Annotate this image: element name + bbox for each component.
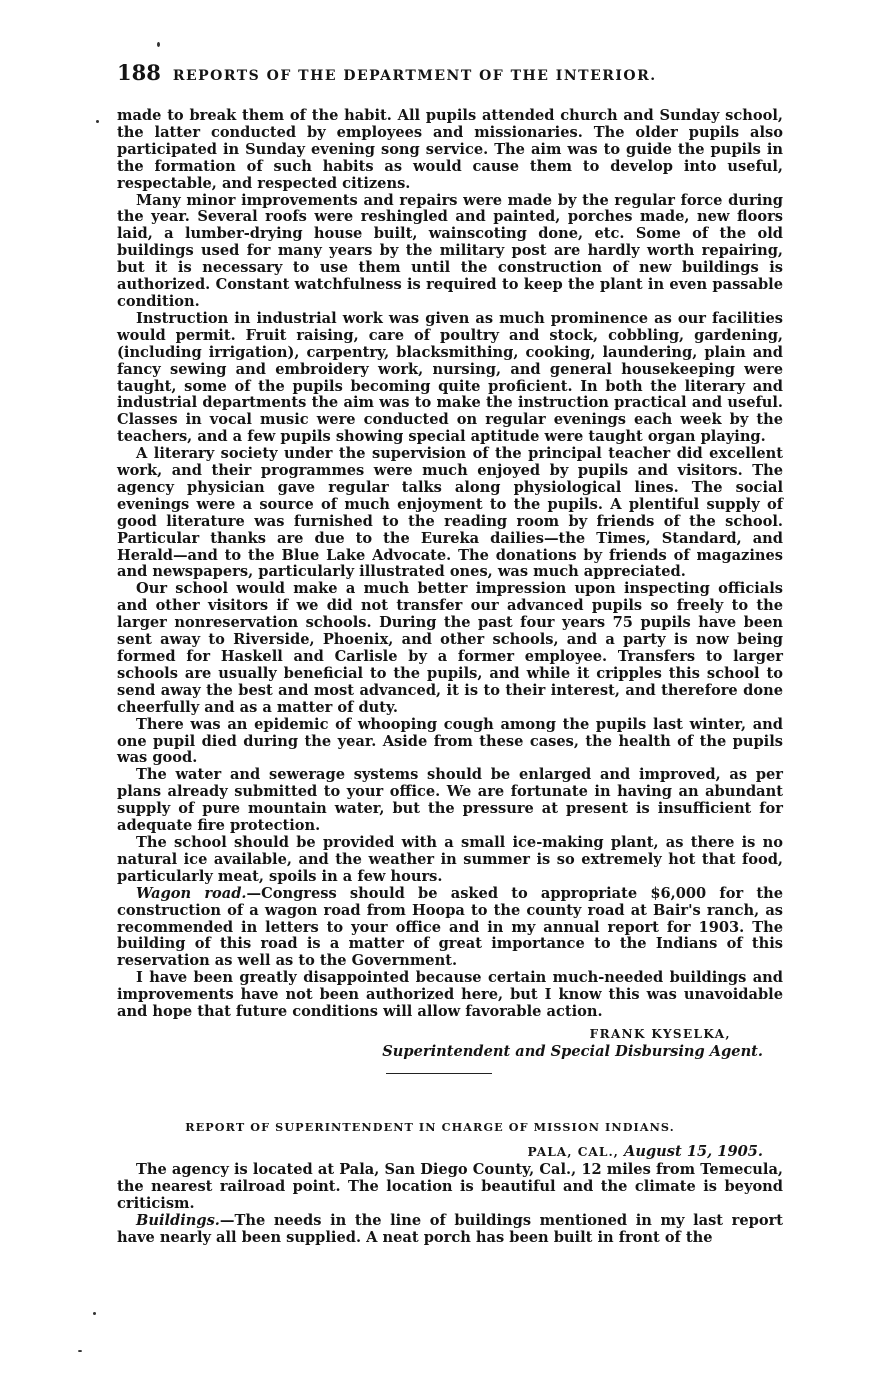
paragraph-improvements: Many minor improvements and repairs were made by the regular force during the year. Several roofs were reshingled and painted, porches made, new floors laid, a lumber-drying house built, wainscoting done, etc. Some of the old buildings used for many years by the military post are hardly worth repairing, but it is necessary to use them until the construction of new buildings is authorized. Constant watchfulness is required to keep the plant in even passable condition. <box>117 191 783 310</box>
paragraph-habits: made to break them of the habit. All pupils attended church and Sunday school, the latter conducted by employees and missionaries. The older pupils also participated in Sunday evening song service. The aim was to guide the pupils in the formation of such habits as would cause them to develop into useful, respectable, and respected citizens. <box>117 107 783 192</box>
page-number: 188 <box>117 60 161 85</box>
document-page <box>117 60 783 1246</box>
report-body <box>117 108 783 1021</box>
wagon-road-lead: Wagon road. <box>136 884 247 902</box>
wagon-road-text: —Congress should be asked to appropriate $6,000 for the construction of a wagon road from Hoopa to the county road at Bair's ranch, as recommended in letters to your office and in my annual report for 1903. The building of this road is a matter of great importance to the Indians of this reservation as well as to the Government. <box>117 884 783 970</box>
paragraph-literary-society: A literary society under the supervision of the principal teacher did excellent work, and their programmes were much enjoyed by pupils and visitors. The agency physician gave regular talks along physiological lines. The social evenings were a source of much enjoyment to the pupils. A plentiful supply of good literature was furnished to the reading room by friends of the school. Particular thanks are due to the Eureka dailies—the Times, Standard, and Herald—and to the Blue Lake Advocate. The donations by friends of magazines and newspapers, particularly illustrated ones, was much appreciated. <box>117 445 783 581</box>
buildings-lead: Buildings. <box>136 1211 220 1229</box>
paragraph-ice-plant: The school should be provided with a small ice-making plant, as there is no natural ice available, and the weather in summer is so extremely hot that food, particularly meat, spoils in a few hours. <box>117 833 783 885</box>
paragraph-buildings <box>117 1213 783 1247</box>
mission-report-body <box>117 1162 783 1247</box>
paragraph-industrial-work: Instruction in industrial work was given as much prominence as our facilities would permit. Fruit raising, care of poultry and stock, cobbling, gardening, (including irrigation), carpentry, blacksmithing, cooking, laundering, plain and fancy sewing and embroidery work, nursing, and general housekeeping were taught, some of the pupils becoming quite proficient. In both the literary and industrial departments the aim was to make the instruction practical and useful. Classes in vocal music were conducted on regular evenings each week by the teachers, and a few pupils showing special aptitude were taught organ playing. <box>117 309 783 446</box>
buildings-text: —The needs in the line of buildings mentioned in my last report have nearly all been supplied. A neat porch has been built in front of the <box>117 1211 783 1246</box>
paragraph-water-systems: The water and sewerage systems should be enlarged and improved, as per plans already submitted to your office. We are fortunate in having an abundant supply of pure mountain water, but the pressure at present is insufficient for adequate fire protection. <box>117 766 783 835</box>
paragraph-wagon-road <box>117 886 783 971</box>
margin-speck <box>93 1312 96 1315</box>
signature-block <box>117 1025 783 1061</box>
dateline-date: August 15, 1905. <box>624 1142 763 1160</box>
dateline <box>117 1142 783 1162</box>
dateline-place: PALA, CAL., <box>527 1144 619 1159</box>
paragraph-health: There was an epidemic of whooping cough among the pupils last winter, and one pupil died during the year. Aside from these cases, the health of the pupils was good. <box>117 715 783 767</box>
signature-name: FRANK KYSELKA, <box>589 1026 731 1041</box>
paragraph-transfers: Our school would make a much better impression upon inspecting officials and other visitors if we did not transfer our advanced pupils so freely to the larger nonreservation schools. During the past four years 75 pupils have been sent away to Riverside, Phoenix, and other schools, and a party is now being formed for Haskell and Carlisle by a former employee. Transfers to larger schools are usually beneficial to the pupils, and while it cripples this school to send away the best and most advanced, it is to their interest, and therefore done cheerfully and as a matter of duty. <box>117 580 783 716</box>
running-title: REPORTS OF THE DEPARTMENT OF THE INTERIOR. <box>172 68 657 84</box>
signature-title: Superintendent and Special Disbursing Agent. <box>382 1042 763 1060</box>
margin-speck <box>96 120 99 123</box>
paragraph-disappointed: I have been greatly disappointed because certain much-needed buildings and improvements have not been authorized here, but I know this was unavoidable and hope that future conditions will allow favorable action. <box>117 969 783 1021</box>
section-heading: REPORT OF SUPERINTENDENT IN CHARGE OF MISSION INDIANS. <box>185 1119 675 1134</box>
paragraph-agency-location: The agency is located at Pala, San Diego County, Cal., 12 miles from Temecula, the nearest railroad point. The location is beautiful and the climate is beyond criticism. <box>117 1160 783 1212</box>
running-head <box>117 60 783 90</box>
margin-speck <box>157 42 160 47</box>
section-divider <box>386 1073 492 1074</box>
margin-speck <box>78 1350 82 1352</box>
